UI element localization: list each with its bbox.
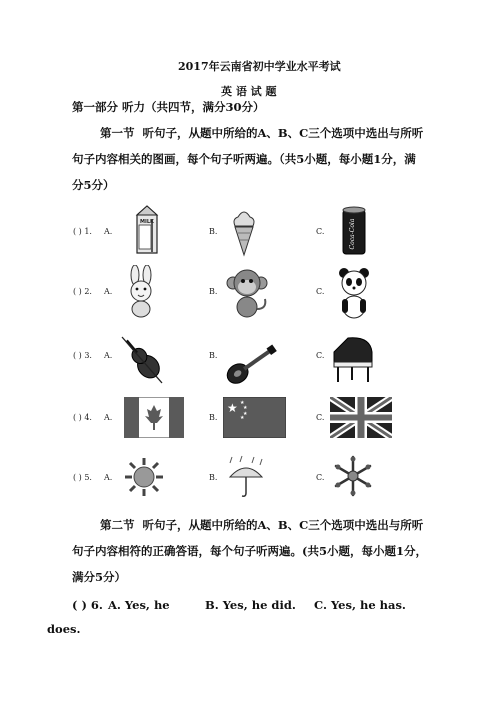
option-a-label: A. — [104, 227, 113, 236]
section1-line2: 句子内容相关的图画，每个句子听两遍。（共5小题，每小题1分，满 — [72, 152, 416, 166]
option-a-label: A. — [104, 351, 113, 360]
cola-can-icon — [341, 206, 367, 256]
section1-instruction — [100, 122, 423, 144]
svg-text:★: ★ — [227, 401, 238, 415]
option-c-text: C. Yes, he has. — [314, 598, 406, 612]
option-a-text: A. Yes, he — [108, 598, 170, 612]
grand-piano-icon — [330, 334, 376, 384]
section1-line3: 分5分） — [72, 178, 115, 192]
panda-icon — [336, 265, 372, 319]
rain-umbrella-icon — [226, 455, 266, 499]
option-a-wrap: does. — [47, 622, 81, 636]
question-number: ( ) 6. — [72, 598, 103, 612]
violin-icon — [118, 331, 166, 387]
option-c-label: C. — [316, 227, 325, 236]
option-a-label: A. — [104, 473, 113, 482]
section2-instruction — [100, 514, 423, 536]
option-b-label: B. — [209, 413, 218, 422]
sun-icon — [124, 457, 164, 497]
option-b-label: B. — [209, 351, 218, 360]
cola-text: Coca-Cola — [349, 218, 356, 250]
part1-heading: 第一部分 听力（共四节，满分30分） — [72, 100, 265, 114]
milk-carton-icon — [134, 205, 160, 255]
option-b-label: B. — [209, 227, 218, 236]
rabbit-icon — [124, 265, 158, 319]
option-a-label: A. — [104, 287, 113, 296]
question-number: ( ) 4. — [73, 413, 92, 422]
svg-text:★: ★ — [243, 411, 248, 417]
section2-line3: 满分5分） — [72, 570, 127, 584]
option-b-label: B. — [209, 473, 218, 482]
monkey-icon — [225, 265, 269, 319]
china-flag-icon — [223, 397, 286, 438]
question-number: ( ) 1. — [73, 227, 92, 236]
snowflake-icon — [333, 455, 373, 497]
canada-flag-icon — [124, 397, 184, 438]
svg-text:★: ★ — [240, 400, 245, 406]
question-number: ( ) 5. — [73, 473, 92, 482]
section2-line2: 句子内容相符的正确答语，每个句子听两遍。(共5小题，每小题1分， — [72, 544, 427, 558]
section2-line1: 听句子，从题中所给的A、B、C三个选项中选出与所听 — [142, 518, 424, 532]
option-c-label: C. — [316, 287, 325, 296]
milk-text: MILK — [140, 219, 154, 225]
subject-title: 英 语 试 题 — [221, 85, 277, 98]
option-c-label: C. — [316, 473, 325, 482]
uk-flag-icon — [330, 397, 392, 438]
question-number: ( ) 3. — [73, 351, 92, 360]
section1-lead: 第一节 — [100, 126, 135, 140]
ice-cream-icon — [229, 205, 259, 257]
option-c-label: C. — [316, 413, 325, 422]
option-c-label: C. — [316, 351, 325, 360]
option-b-label: B. — [209, 287, 218, 296]
question-number: ( ) 2. — [73, 287, 92, 296]
electric-guitar-icon — [222, 340, 280, 386]
svg-text:★: ★ — [240, 415, 245, 421]
option-a-label: A. — [104, 413, 113, 422]
section2-lead: 第二节 — [100, 518, 135, 532]
exam-title: 2017年云南省初中学业水平考试 — [178, 60, 341, 73]
section1-line1: 听句子，从题中所给的A、B、C三个选项中选出与所听 — [142, 126, 424, 140]
svg-text:★: ★ — [243, 405, 248, 411]
option-b-text: B. Yes, he did. — [205, 598, 296, 612]
